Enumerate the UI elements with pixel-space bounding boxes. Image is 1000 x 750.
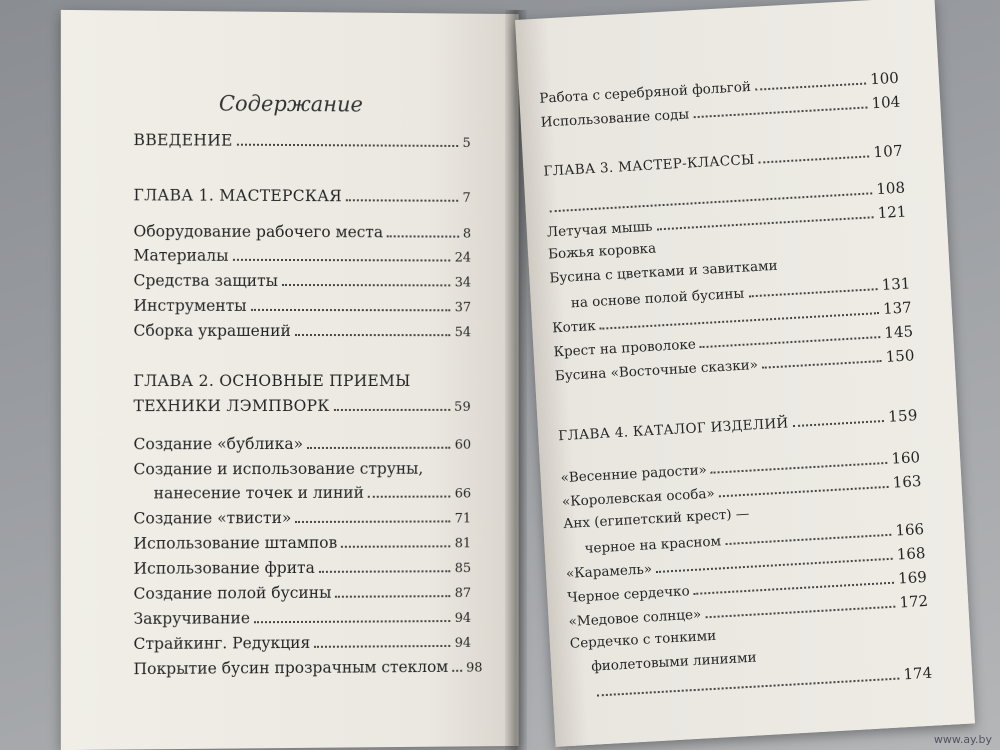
- toc-entry-line1: Бусина с цветками и завитками: [549, 257, 778, 287]
- toc-entry: «Медовое солнце» 172: [568, 591, 929, 630]
- toc-entry: Использование соды 104: [540, 92, 901, 131]
- toc-entry-line1: ГЛАВА 2. ОСНОВНЫЕ ПРИЕМЫ: [133, 371, 411, 391]
- toc-entry: «Весенние радости» 160: [560, 448, 921, 487]
- toc-entry: нанесение точек и линий 66: [153, 483, 472, 503]
- toc-entry: Инструменты 37: [133, 296, 472, 316]
- toc-entry-line1: Создание и использование струны,: [133, 459, 424, 479]
- toc-entry: Черное сердечко 169: [566, 567, 928, 606]
- toc-entry: черное на красном 166: [584, 519, 925, 557]
- toc-entry: Сборка украшений 54: [133, 321, 472, 341]
- toc-entry: Котик 137: [551, 298, 913, 337]
- watermark: www.ay.by: [933, 733, 992, 746]
- toc-entry: Страйкинг. Редукция 94: [133, 633, 472, 654]
- toc-entry: на основе полой бусины 131: [570, 274, 911, 312]
- toc-entry: Бусина «Восточные сказки» 150: [554, 346, 915, 385]
- toc-entry: Использование фрита 85: [133, 558, 472, 578]
- toc-entry: ГЛАВА 4. КАТАЛОГ ИЗДЕЛИЙ 159: [557, 406, 919, 445]
- toc-entry-line2: фиолетовыми линиями: [590, 649, 757, 675]
- toc-title: Содержание: [218, 91, 363, 117]
- toc-entry: ГЛАВА 1. МАСТЕРСКАЯ 7: [133, 186, 472, 206]
- toc-entry: Создание полой бусины 87: [133, 583, 472, 603]
- toc-entry: Создание «твисти» 71: [133, 508, 472, 528]
- toc-entry: «Карамель» 168: [565, 543, 926, 583]
- toc-entry: Создание «бублика» 60: [133, 434, 472, 454]
- right-page: [515, 0, 975, 747]
- toc-entry-line1: Анх (египетский крест) —: [562, 505, 750, 533]
- toc-entry: ГЛАВА 3. МАСТЕР-КЛАССЫ 107: [543, 141, 904, 180]
- toc-entry-line1: Сердечко с тонкими: [569, 627, 717, 652]
- toc-entry: Божья коровка: [547, 240, 657, 263]
- toc-entry: ВВЕДЕНИЕ 5: [133, 131, 472, 152]
- toc-entry: 108: [545, 179, 905, 217]
- toc-entry: Оборудование рабочего места 8: [133, 222, 472, 242]
- toc-entry: Средства защиты 34: [133, 271, 472, 291]
- toc-entry: Закручивание 94: [133, 609, 472, 628]
- toc-entry: Крест на проволоке 145: [553, 322, 914, 361]
- toc-entry: Работа с серебряной фольгой 100: [538, 68, 900, 107]
- toc-entry: «Королевская особа» 163: [561, 472, 922, 511]
- toc-entry: Материалы 24: [133, 246, 472, 266]
- left-page: [61, 10, 519, 750]
- toc-entry: Использование штампов 81: [133, 533, 472, 553]
- toc-entry: ТЕХНИКИ ЛЭМПВОРК 59: [133, 396, 472, 416]
- toc-entry: 174: [592, 664, 932, 701]
- toc-entry: Летучая мышь 121: [546, 202, 907, 241]
- toc-entry: Покрытие бусин прозрачным стеклом 98: [133, 657, 483, 679]
